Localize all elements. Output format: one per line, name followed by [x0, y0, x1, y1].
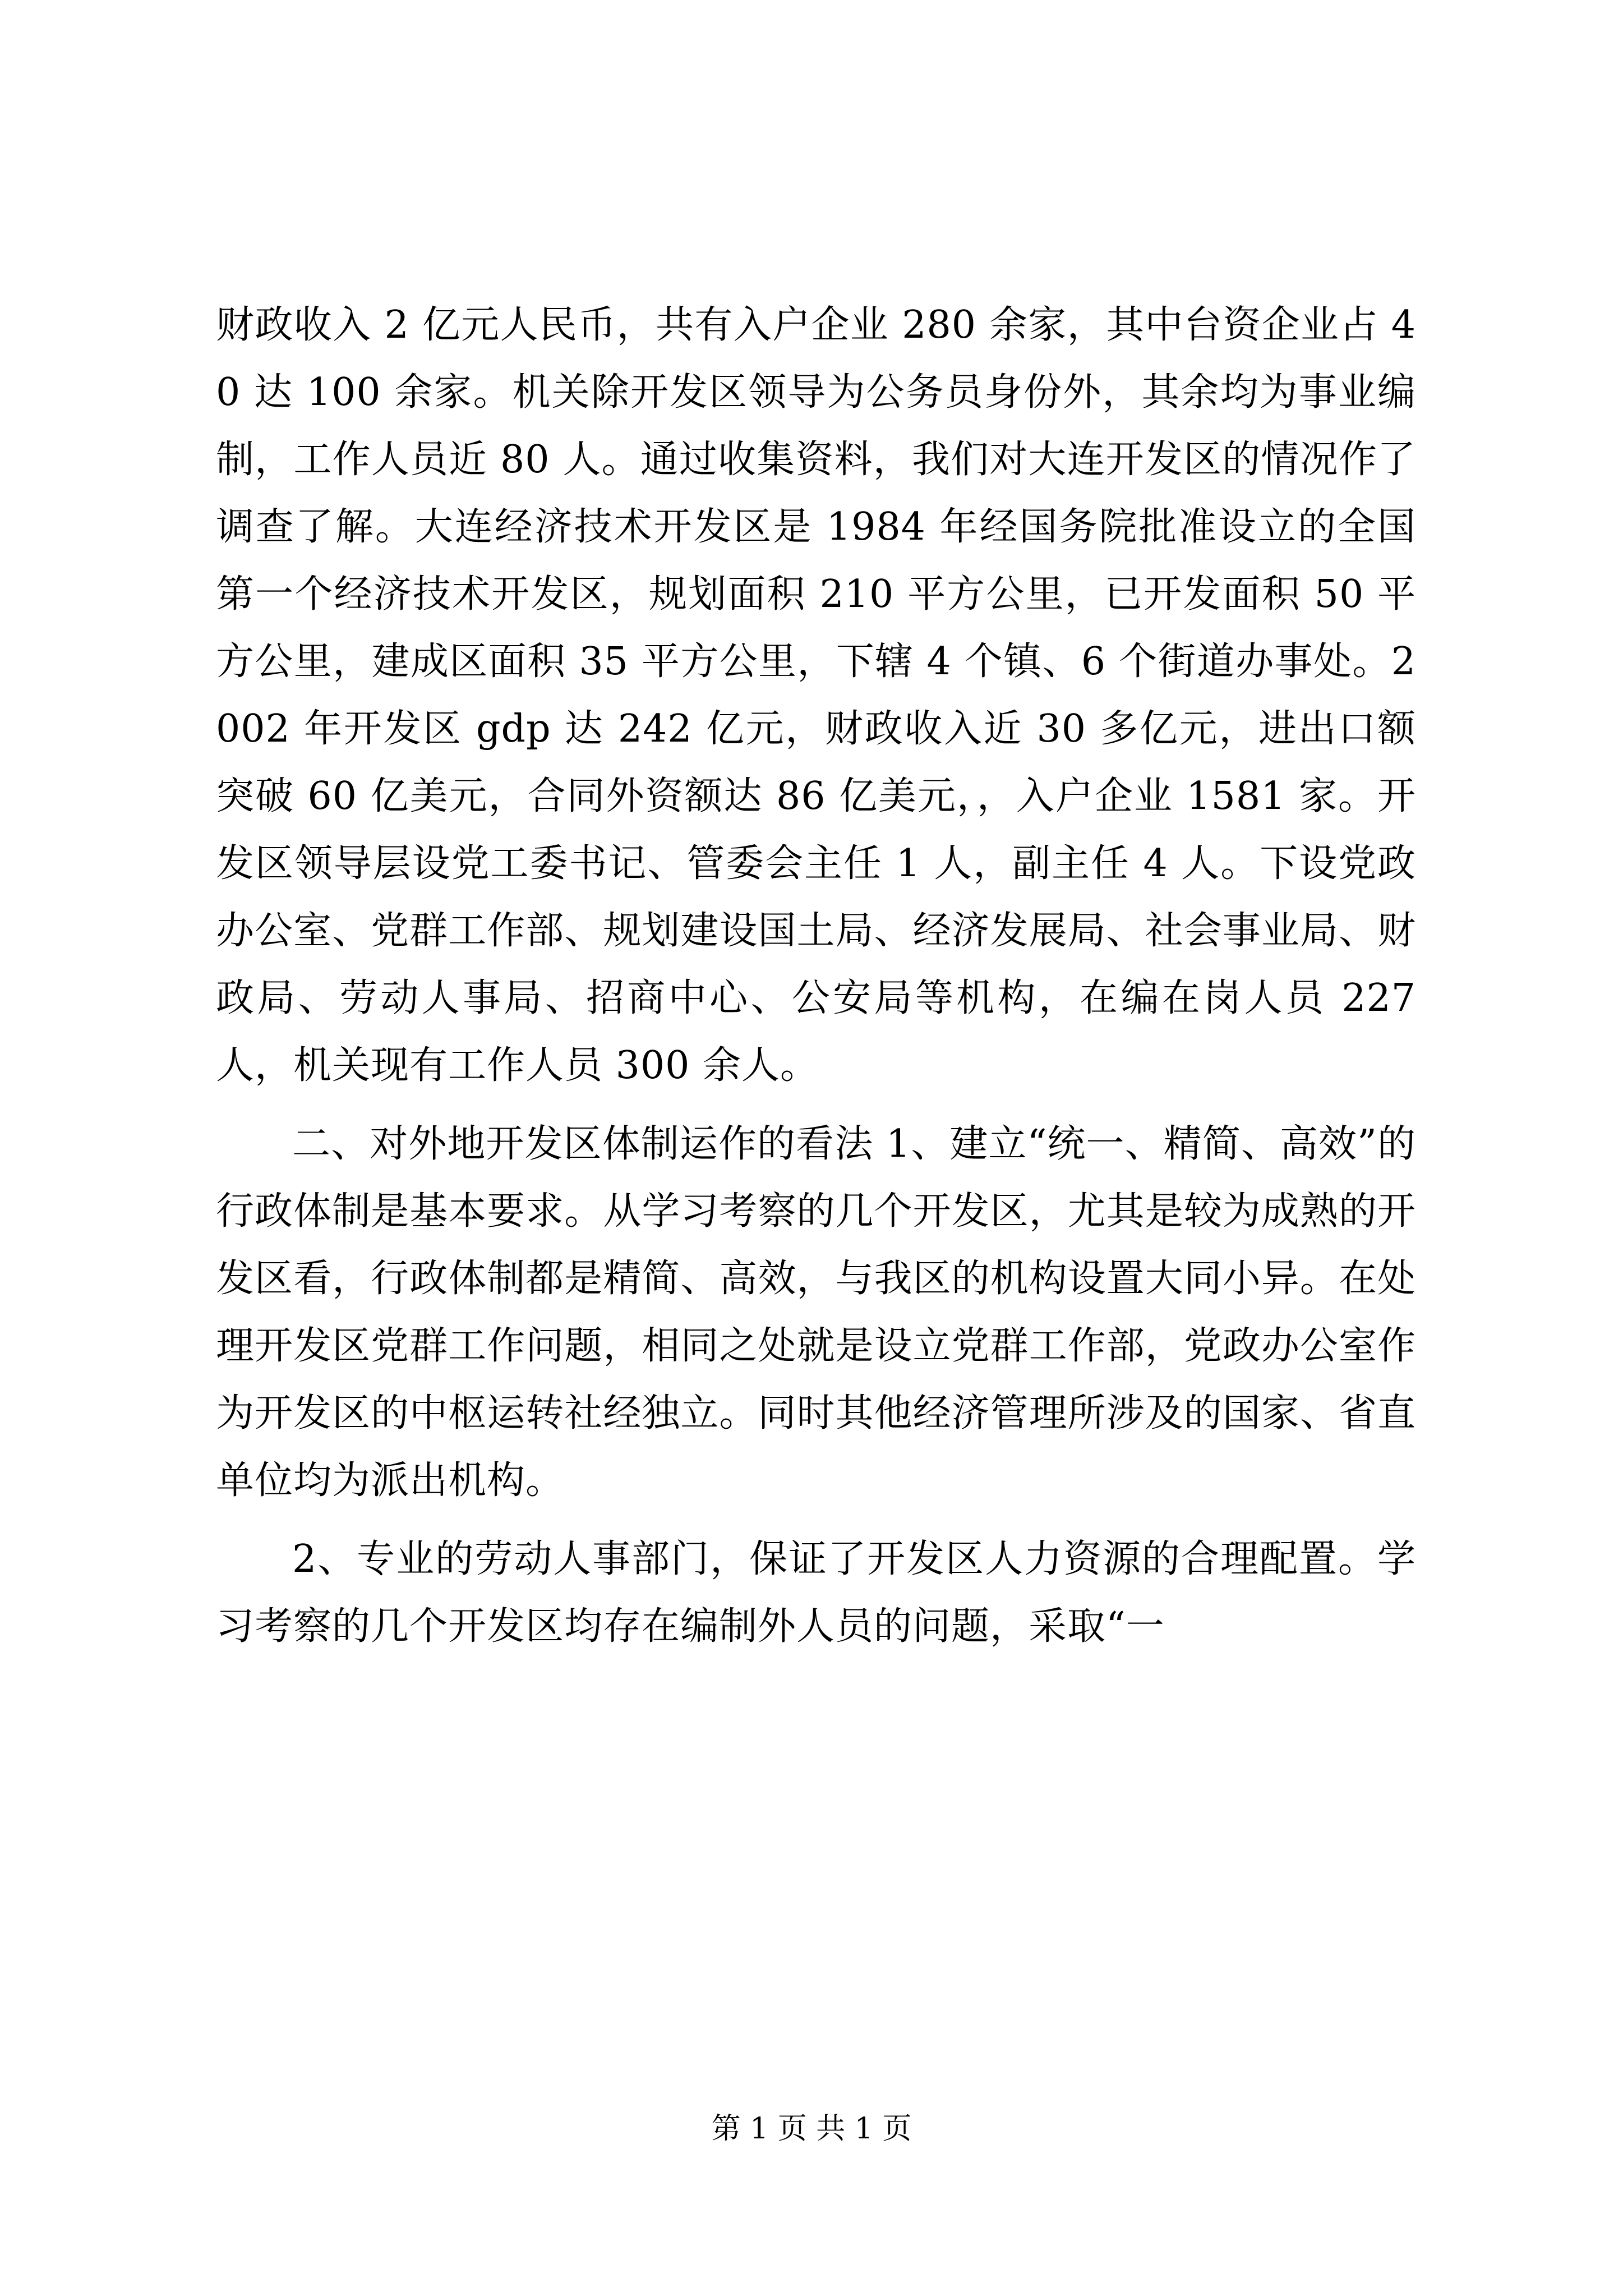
page-footer: 第 1 页 共 1 页 — [711, 2112, 912, 2146]
paragraph-3: 2、专业的劳动人事部门，保证了开发区人力资源的合理配置。学习考察的几个开发区均存在编制外人员的问题，采取“一 — [216, 1537, 1416, 1649]
paragraph-1: 财政收入 2 亿元人民币，共有入户企业 280 余家，其中台资企业占 40 达 100 余家。机关除开发区领导为公务员身份外，其余均为事业编制，工作人员近 80 人。通过收集资料，我们对大连开发区的情况作了调查了解。大连经济技术开发区是 1984 年经国务院批准设立的全国第一个经济技术开发区，规划面积 210 平方公里，已开发面积 50 平方公里，建成区面积 35 平方公里，下辖 4 个镇、6 个街道办事处。2002 年开发区 gdp 达 242 亿元，财政收入近 30 多亿元，进出口额突破 60 亿美元，合同外资额达 86 亿美元，，入户企业 1581 家。开发区领导层设党工委书记、管委会主任 1 人，副主任 4 人。下设党政办公室、党群工作部、规划建设国土局、经济发展局、社会事业局、财政局、劳动人事局、招商中心、公安局等机构，在编在岗人员 227 人，机关现有工作人员 300 余人。 — [216, 303, 1416, 1088]
paragraph-2: 二、对外地开发区体制运作的看法 1、建立“统一、精简、高效”的行政体制是基本要求。从学习考察的几个开发区，尤其是较为成熟的开发区看，行政体制都是精简、高效，与我区的机构设置大同小异。在处理开发区党群工作问题，相同之处就是设立党群工作部，党政办公室作为开发区的中枢运转社经独立。同时其他经济管理所涉及的国家、省直单位均为派出机构。 — [216, 1122, 1416, 1503]
document-body — [216, 292, 1416, 1660]
